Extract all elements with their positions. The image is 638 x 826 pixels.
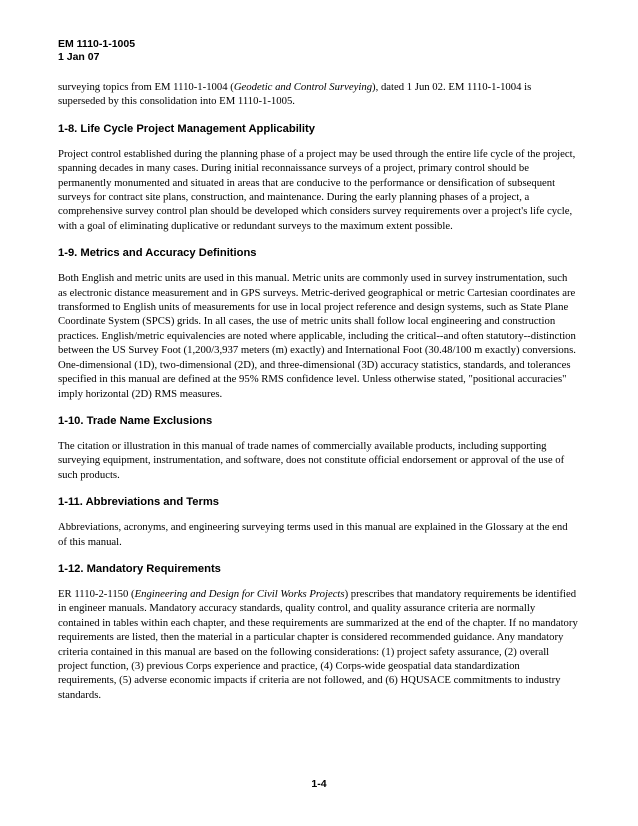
intro-paragraph bbox=[58, 80, 578, 109]
intro-text-before: surveying topics from EM 1110-1-1004 ( bbox=[58, 81, 234, 93]
section-heading-1-9: 1-9. Metrics and Accuracy Definitions bbox=[58, 247, 257, 260]
section-body-1-8: Project control established during the planning phase of a project may be used through the entire life cycle of the project, spanning decades in many cases. During initial reconnaissance surveys of a project, primary control should be permanently monumented and situated in areas that are conducive to the performance or densification of subsequent surveys for contract site plans, construction, and maintenance. During the early planning phases of a project, a comprehensive survey control plan should be developed which considers survey requirements over a project's life cycle, with a goal of eliminating duplicative or redundant surveys to the maximum extent possible. bbox=[58, 147, 576, 232]
section-heading-1-11: 1-11. Abbreviations and Terms bbox=[58, 496, 220, 509]
document-date: 1 Jan 07 bbox=[58, 50, 100, 63]
intro-text-after: ), dated 1 Jun 02. EM 1110-1-1004 is superseded by this consolidation into EM 1110-1-1005. bbox=[58, 81, 532, 108]
section-body-1-12 bbox=[58, 587, 578, 702]
document-id: EM 1110-1-1005 bbox=[58, 38, 136, 50]
section-body-1-12-before: ER 1110-2-1150 ( bbox=[58, 587, 135, 600]
section-body-1-11: Abbreviations, acronyms, and engineering surveying terms used in this manual are explained in the Glossary at the end of this manual. bbox=[58, 521, 568, 548]
document-page bbox=[58, 38, 578, 702]
section-body-1-9: Both English and metric units are used in this manual. Metric units are commonly used in survey instrumentation, such as electronic distance measurement and in GPS surveys. Metric-derived geographical or metric Cartesian coordinates are transformed to English units of measurements for use in local project reference and design systems, such as State Plane Coordinate System (SPCS) grids. In all cases, the use of metric units shall follow local engineering and construction practices. English/metric equivalencies are noted where applicable, including the critical--and often statutory--distinction between the US Survey Foot (1,200/3,937 meters (m) exactly) and International Foot (30.48/100 m exactly) conversions. One-dimensional (1D), two-dimensional (2D), and three-dimensional (3D) accuracy statistics, standards, and tolerances specified in this manual are defined at the 95% RMS confidence level. Unless otherwise stated, "positional accuracies" imply horizontal (2D) RMS measures. bbox=[58, 272, 576, 400]
section-heading-1-12: 1-12. Mandatory Requirements bbox=[58, 562, 221, 575]
section-body-1-12-after: ) prescribes that mandatory requirements be identified in engineer manuals. Mandatory accuracy standards, quality control, and quality assurance criteria are normally contained in tables within each chapter, and these requirements are summarized at the end of the chapter. If no mandatory requirements are listed, then the material in a particular chapter is considered recommended guidance. Any mandatory criteria contained in this manual are based on the following considerations: (1) project safety assurance, (2) overall project function, (3) previous Corps experience and practice, (4) Corps-wide geospatial data standardization requirements, (5) adverse economic impacts if criteria are not followed, and (6) HQUSACE commitments to industry standards. bbox=[58, 587, 578, 701]
intro-italic-title: Geodetic and Control Surveying bbox=[233, 81, 373, 93]
section-heading-1-10: 1-10. Trade Name Exclusions bbox=[58, 414, 213, 427]
section-body-1-12-italic: Engineering and Design for Civil Works Projects bbox=[134, 587, 345, 600]
section-body-1-10: The citation or illustration in this manual of trade names of commercially available products, including supporting surveying equipment, instrumentation, and software, does not constitute official endorsement or approval of the use of such products. bbox=[58, 439, 565, 481]
section-heading-1-8: 1-8. Life Cycle Project Management Applicability bbox=[58, 122, 315, 135]
page-number: 1-4 bbox=[311, 778, 327, 790]
document-header bbox=[58, 38, 578, 63]
